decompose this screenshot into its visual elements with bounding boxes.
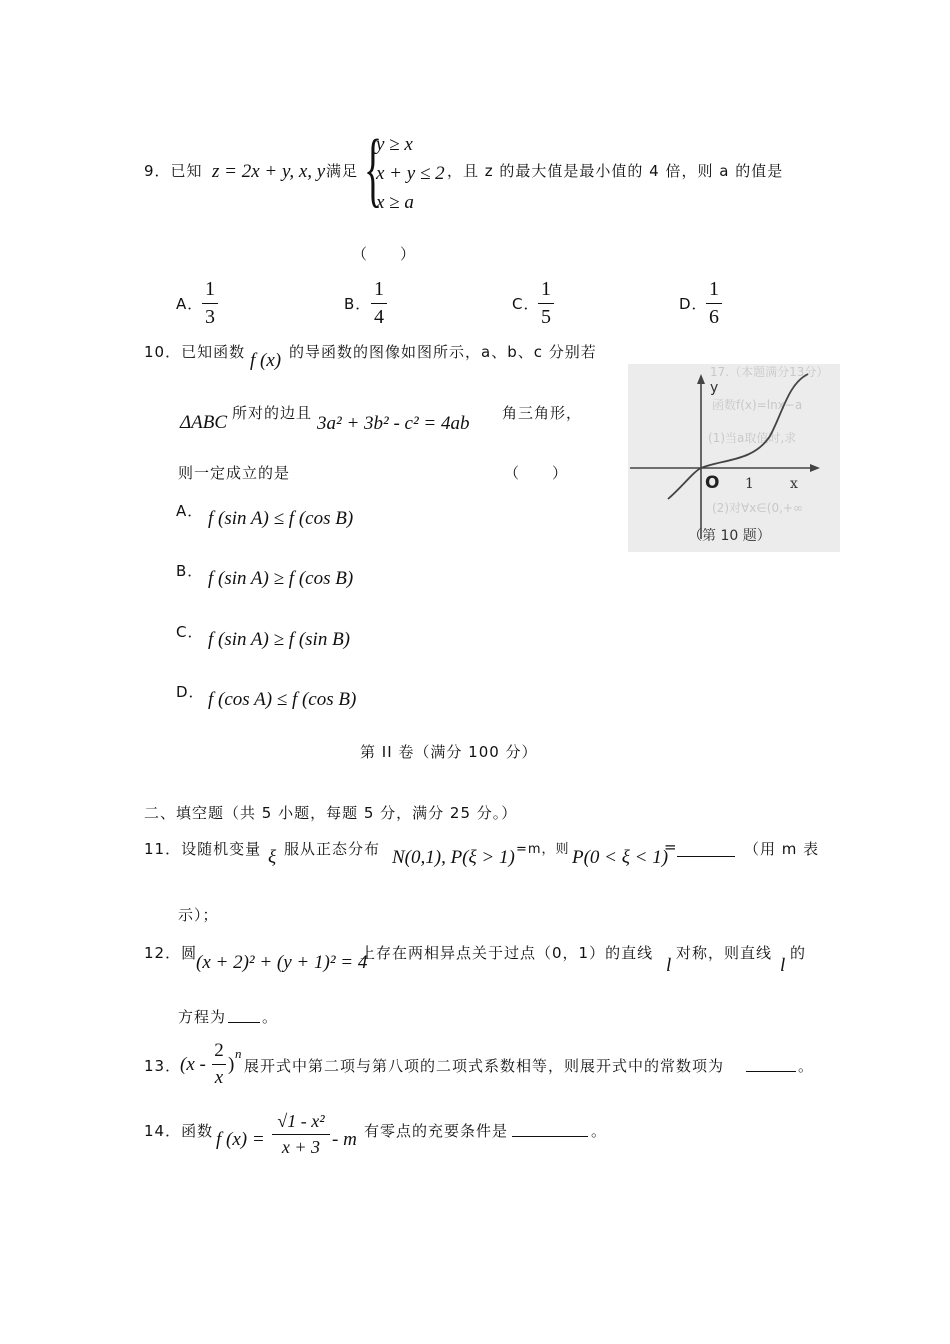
x-axis-arrow bbox=[810, 464, 820, 472]
q12-answer-blank[interactable] bbox=[228, 1022, 260, 1023]
q11-tail-2: 示）； bbox=[178, 906, 219, 924]
q10-answer-paren: （ ） bbox=[504, 464, 569, 482]
q10-option-c-label: C． bbox=[176, 623, 204, 641]
figure-bg-text: (1)当a取值时,求 bbox=[708, 431, 797, 445]
section-2-heading: 二、填空题（共 5 小题，每题 5 分，满分 25 分。） bbox=[144, 804, 518, 822]
q11-xi: ξ bbox=[268, 847, 277, 868]
q12-text-1: 上存在两相异点关于过点（0，1）的直线 bbox=[360, 944, 654, 962]
q10-derivative-graph-figure bbox=[628, 364, 840, 552]
denominator: x + 3 bbox=[281, 1137, 321, 1157]
q13-answer-blank[interactable] bbox=[746, 1071, 796, 1072]
q10-option-a-label: A． bbox=[176, 502, 204, 520]
q13-open: (x - bbox=[180, 1054, 206, 1075]
q9-option-d-label: D． bbox=[679, 295, 708, 313]
q9-brace: { bbox=[364, 123, 383, 216]
q13-exponent: n bbox=[235, 1046, 242, 1061]
numerator: 1 bbox=[541, 278, 551, 300]
q10-number: 10．已知函数 bbox=[144, 343, 246, 361]
denominator: 3 bbox=[205, 306, 215, 328]
q9-satisfy: 满足 bbox=[326, 162, 359, 180]
q9-answer-paren: （ ） bbox=[352, 245, 417, 263]
q9-option-b-fraction bbox=[371, 278, 387, 329]
q14-function: f (x) = bbox=[216, 1129, 265, 1150]
q11-number: 11．设随机变量 bbox=[144, 840, 262, 858]
q14-answer-blank[interactable] bbox=[512, 1136, 588, 1137]
q11-equals: = bbox=[664, 838, 678, 856]
q10-option-a: f (sin A) ≤ f (cos B) bbox=[208, 508, 354, 529]
figure-caption: （第 10 题） bbox=[688, 528, 771, 544]
q9-number: 9．已知 bbox=[144, 162, 203, 180]
q9-option-c-fraction bbox=[538, 278, 554, 329]
y-axis-label: y bbox=[710, 380, 719, 396]
q9-tail: ，且 z 的最大值是最小值的 4 倍，则 a 的值是 bbox=[447, 162, 784, 180]
numerator: 1 bbox=[205, 278, 215, 300]
q9-condition-1: y ≥ x bbox=[376, 134, 413, 155]
tick-label-1: 1 bbox=[745, 476, 754, 492]
q9-objective: z = 2x + y, x, y bbox=[212, 161, 326, 182]
q11-answer-blank[interactable] bbox=[677, 856, 735, 857]
q11-probability: P(0 < ξ < 1) bbox=[572, 847, 669, 868]
numerator: 2 bbox=[214, 1040, 224, 1061]
q12-end: 。 bbox=[262, 1008, 279, 1026]
q10-option-d-label: D． bbox=[176, 683, 205, 701]
numerator: 1 bbox=[709, 278, 719, 300]
figure-bg-text: 17.（本题满分13分） bbox=[710, 365, 829, 379]
q13-close: ) bbox=[228, 1054, 235, 1075]
figure-bg-text: 函数f(x)=lnx−a bbox=[712, 398, 803, 412]
numerator: √1 - x² bbox=[277, 1111, 325, 1131]
denominator: x bbox=[214, 1067, 224, 1088]
q9-condition-2: x + y ≤ 2 bbox=[376, 163, 445, 184]
y-axis-arrow bbox=[697, 374, 705, 384]
denominator: 5 bbox=[541, 306, 551, 328]
denominator: 6 bbox=[709, 306, 719, 328]
figure-bg-text: (2)对∀x∈(0,+∞ bbox=[712, 501, 803, 515]
q9-option-b-label: B． bbox=[344, 295, 372, 313]
q9-option-a-fraction bbox=[202, 278, 218, 329]
q11-text-1: 服从正态分布 bbox=[284, 840, 381, 858]
q10-option-b: f (sin A) ≥ f (cos B) bbox=[208, 568, 354, 589]
q12-text-2: 对称，则直线 bbox=[676, 944, 773, 962]
q9-option-a-label: A． bbox=[176, 295, 204, 313]
part-2-title: 第 II 卷（满分 100 分） bbox=[360, 743, 538, 761]
q10-text-2: 所对的边且 bbox=[232, 404, 313, 422]
q14-end: 。 bbox=[591, 1122, 608, 1140]
q9-option-d-fraction bbox=[706, 278, 722, 329]
numerator: 1 bbox=[374, 278, 384, 300]
q12-text-3: 的 bbox=[790, 944, 807, 962]
q13-fraction bbox=[212, 1040, 226, 1089]
q10-equation: 3a² + 3b² - c² = 4ab bbox=[317, 413, 470, 434]
q10-triangle: ΔABC bbox=[180, 412, 228, 433]
q12-circle-equation: (x + 2)² + (y + 1)² = 4 bbox=[196, 952, 368, 973]
q11-tail: （用 m 表 bbox=[744, 840, 820, 858]
q10-option-c: f (sin A) ≥ f (sin B) bbox=[208, 629, 351, 650]
q13-number: 13． bbox=[144, 1057, 182, 1075]
q12-number: 12．圆 bbox=[144, 944, 198, 962]
q9-condition-3: x ≥ a bbox=[376, 192, 414, 213]
x-axis-label: x bbox=[790, 476, 798, 492]
q11-distribution: N(0,1), P(ξ > 1) bbox=[392, 847, 515, 868]
q12-line-l: l bbox=[666, 955, 672, 976]
q10-option-b-label: B． bbox=[176, 562, 204, 580]
q12-text-4: 方程为 bbox=[178, 1008, 227, 1026]
q11-equals-m: =m，则 bbox=[516, 842, 570, 857]
q14-fraction bbox=[272, 1111, 330, 1158]
q14-text: 有零点的充要条件是 bbox=[364, 1122, 509, 1140]
q10-text-1: 的导函数的图像如图所示，a、b、c 分别若 bbox=[289, 343, 597, 361]
q10-option-d: f (cos A) ≤ f (cos B) bbox=[208, 689, 357, 710]
denominator: 4 bbox=[374, 306, 384, 328]
q14-number: 14．函数 bbox=[144, 1122, 214, 1140]
q9-option-c-label: C． bbox=[512, 295, 540, 313]
q14-minus-m: - m bbox=[332, 1129, 357, 1150]
q10-text-3: 角三角形， bbox=[502, 404, 583, 422]
q10-text-4: 则一定成立的是 bbox=[178, 464, 291, 482]
q13-end: 。 bbox=[798, 1057, 815, 1075]
origin-label: O bbox=[705, 473, 720, 493]
q13-text: 展开式中第二项与第八项的二项式系数相等，则展开式中的常数项为 bbox=[244, 1057, 725, 1075]
q12-line-l-2: l bbox=[780, 955, 786, 976]
q10-function: f (x) bbox=[250, 350, 282, 371]
